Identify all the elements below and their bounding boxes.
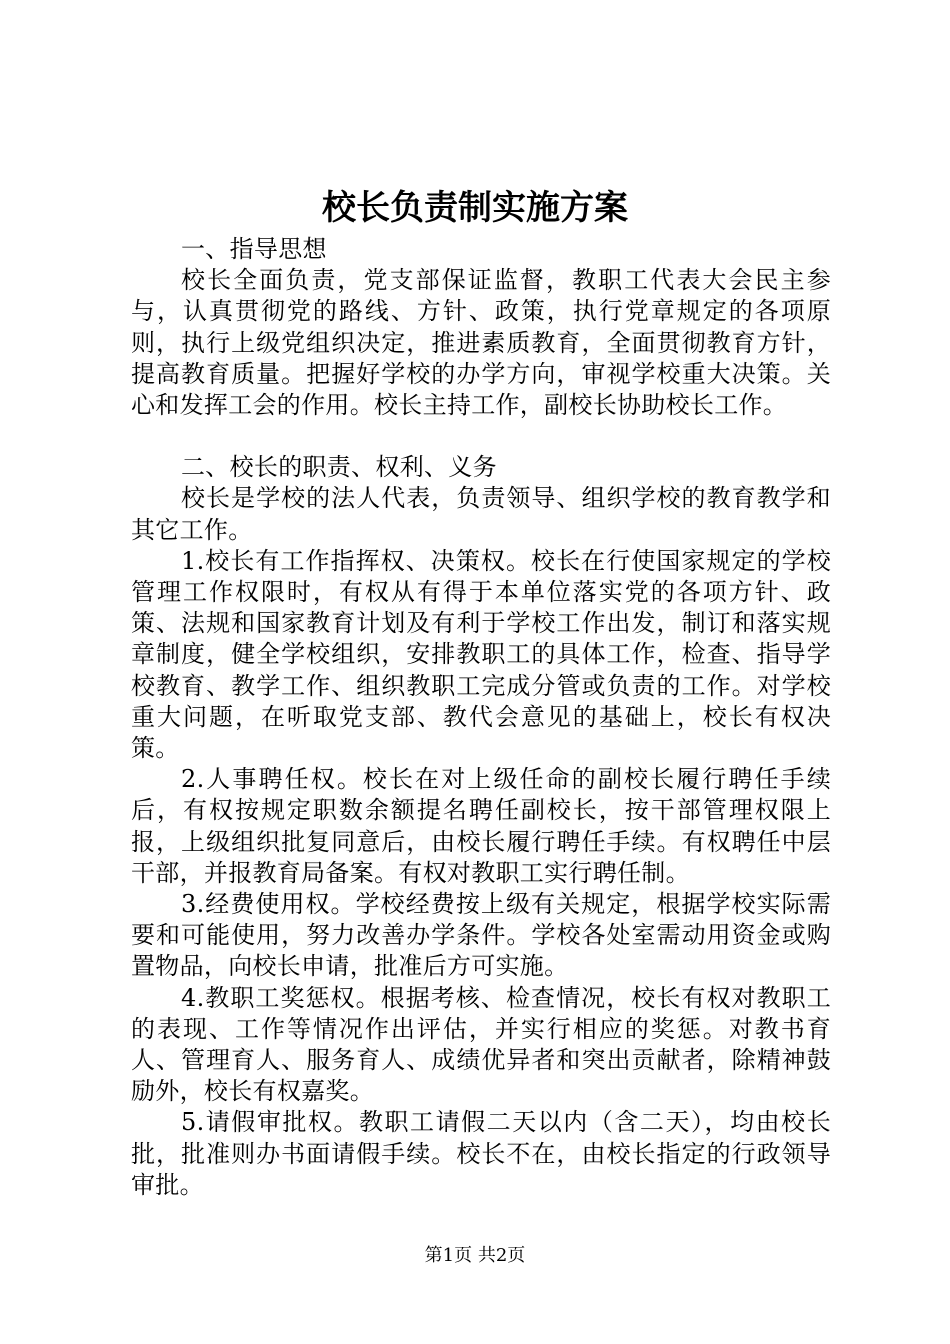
document-body	[131, 234, 831, 1201]
paragraph-item-3: 3.经费使用权。学校经费按上级有关规定，根据学校实际需要和可能使用，努力改善办学条件。学校各处室需动用资金或购置物品，向校长申请，批准后方可实施。	[131, 890, 831, 981]
paragraph-item-1: 1.校长有工作指挥权、决策权。校长在行使国家规定的学校管理工作权限时，有权从有得于本单位落实党的各项方针、政策、法规和国家教育计划及有利于学校工作出发，制订和落实规章制度，健全学校组织，安排教职工的具体工作，检查、指导学校教育、教学工作、组织教职工完成分管或负责的工作。对学校重大问题，在听取党支部、教代会意见的基础上，校长有权决策。	[131, 546, 831, 763]
paragraph-item-5: 5.请假审批权。教职工请假二天以内（含二天），均由校长批，批准则办书面请假手续。校长不在，由校长指定的行政领导审批。	[131, 1108, 831, 1199]
paragraph-item-2: 2.人事聘任权。校长在对上级任命的副校长履行聘任手续后，有权按规定职数余额提名聘任副校长，按干部管理权限上报，上级组织批复同意后，由校长履行聘任手续。有权聘任中层干部，并报教育局备案。有权对教职工实行聘任制。	[131, 765, 831, 887]
section-heading-principal-duties: 二、校长的职责、权利、义务	[181, 453, 497, 482]
paragraph-guiding-ideology: 校长全面负责，党支部保证监督，教职工代表大会民主参与，认真贯彻党的路线、方针、政策，执行党章规定的各项原则，执行上级党组织决定，推进素质教育，全面贯彻教育方针，提高教育质量。把握好学校的办学方向，审视学校重大决策。关心和发挥工会的作用。校长主持工作，副校长协助校长工作。	[131, 266, 831, 420]
section-heading-guiding-ideology: 一、指导思想	[181, 235, 327, 263]
page-number-footer: 第1页 共2页	[424, 1245, 526, 1266]
paragraph-item-4: 4.教职工奖惩权。根据考核、检查情况，校长有权对教职工的表现、工作等情况作出评估，并实行相应的奖惩。对教书育人、管理育人、服务育人、成绩优异者和突出贡献者，除精神鼓励外，校长有权嘉奖。	[131, 983, 831, 1106]
document-title: 校长负责制实施方案	[322, 188, 628, 228]
paragraph-principal-role: 校长是学校的法人代表，负责领导、组织学校的教育教学和其它工作。	[131, 484, 831, 544]
